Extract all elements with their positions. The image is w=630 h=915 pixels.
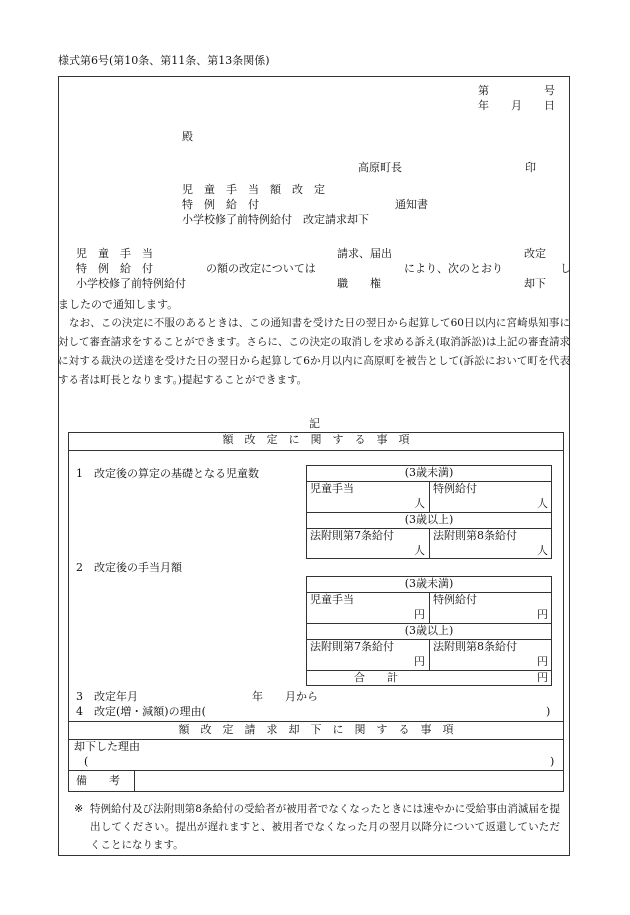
table-rule <box>429 528 430 559</box>
section2-heading-rule <box>68 739 564 740</box>
form-title: 様式第6号(第10条、第11条、第13条関係) <box>58 54 270 67</box>
child-count-jido-unit: 人 <box>414 497 425 510</box>
paragraph-1: ましたので通知します。 <box>58 298 179 311</box>
section1-heading: 額 改 定 に 関 す る 事 項 <box>222 433 410 446</box>
amount-total-unit: 円 <box>537 671 548 684</box>
item-1-label: 1 改定後の算定の基礎となる児童数 <box>76 467 259 480</box>
body-c3-line1: 改定 <box>524 247 546 260</box>
title-line-3: 小学校修了前特例給付 改定請求却下 <box>182 213 369 226</box>
body-middle-text: の額の改定については <box>206 262 316 275</box>
section1-heading-rule <box>68 450 564 451</box>
amount-over3: (3歳以上) <box>404 624 454 637</box>
title-suffix: 通知書 <box>395 198 428 211</box>
item-4-label: 4 改定(増・減額)の理由( <box>76 705 206 718</box>
item-4-close: ) <box>546 705 551 718</box>
footnote-text: 特例給付及び法附則第8条給付の受給者が被用者でなくなったときには速やかに受給事由消滅届を提出してください。提出が遅れますと、被用者でなくなった月の翌月以降分について返還していただくことになります。 <box>90 803 560 851</box>
body-trailing: により、次のとおり <box>404 262 503 275</box>
amount-total-label: 合 計 <box>354 671 398 684</box>
body-c1-line2: 特 例 給 付 <box>76 262 153 275</box>
title-line-2: 特 例 給 付 <box>182 198 259 211</box>
table-rule <box>429 592 430 623</box>
child-count-under3: (3歳未満) <box>404 466 454 479</box>
paragraph-2: なお、この決定に不服のあるときは、この通知書を受けた日の翌日から起算して60日以内に宮崎県知事に対して審査請求をすることができます。さらに、この決定の取消しを求める訴え(取消訴訟)は上記の審査請求に対する裁決の送達を受けた日の翌日から起算して6か月以内に高原町を被告として(訴訟において町を代表する者は町長となります。)提起することができます。 <box>58 317 570 386</box>
child-count-tokurei: 特例給付 <box>433 482 477 495</box>
rejection-reason-label: 却下した理由 <box>74 740 140 753</box>
item-3-date: 年 月から <box>252 690 318 703</box>
amount-jido-unit: 円 <box>414 608 425 621</box>
footnote-mark: ※ <box>74 802 84 815</box>
amount-jido: 児童手当 <box>310 593 354 606</box>
body-c1-line1: 児 童 手 当 <box>76 247 153 260</box>
addressee-suffix: 殿 <box>182 130 193 143</box>
amount-art8: 法附則第8条給付 <box>433 640 517 653</box>
amount-art7: 法附則第7条給付 <box>310 640 394 653</box>
issuer-name: 高原町長 <box>358 161 402 174</box>
body-end-char: し <box>560 262 571 275</box>
section2-heading: 額 改 定 請 求 却 下 に 関 す る 事 項 <box>178 723 454 736</box>
remarks-label: 備 考 <box>76 774 120 787</box>
child-count-art8-unit: 人 <box>537 544 548 557</box>
ki-mark: 記 <box>309 417 320 430</box>
child-count-jido: 児童手当 <box>310 482 354 495</box>
table-rule <box>429 639 430 670</box>
remarks-divider <box>134 770 135 792</box>
amount-tokurei-unit: 円 <box>537 608 548 621</box>
notice-number: 第 号 <box>478 84 555 97</box>
remarks-box <box>68 770 564 792</box>
amount-tokurei: 特例給付 <box>433 593 477 606</box>
body-c2-line3: 職 権 <box>337 277 381 290</box>
amount-under3: (3歳未満) <box>404 577 454 590</box>
rejection-close-paren: ) <box>550 755 555 768</box>
title-line-1: 児 童 手 当 額 改 定 <box>182 183 325 196</box>
child-count-over3: (3歳以上) <box>404 513 454 526</box>
child-count-art7: 法附則第7条給付 <box>310 529 394 542</box>
notice-date: 年 月 日 <box>478 99 555 112</box>
table-rule <box>429 481 430 512</box>
amount-art7-unit: 円 <box>414 655 425 668</box>
child-count-art8: 法附則第8条給付 <box>433 529 517 542</box>
rejection-open-paren: ( <box>84 755 89 768</box>
body-c2-line1: 請求、届出 <box>337 247 392 260</box>
body-c1-line3: 小学校修了前特例給付 <box>76 277 186 290</box>
item-3-label: 3 改定年月 <box>76 690 138 703</box>
amount-art8-unit: 円 <box>537 655 548 668</box>
issuer-seal: 印 <box>525 161 536 174</box>
child-count-tokurei-unit: 人 <box>537 497 548 510</box>
item-2-label: 2 改定後の手当月額 <box>76 561 182 574</box>
body-c3-line3: 却下 <box>524 277 546 290</box>
child-count-art7-unit: 人 <box>414 544 425 557</box>
